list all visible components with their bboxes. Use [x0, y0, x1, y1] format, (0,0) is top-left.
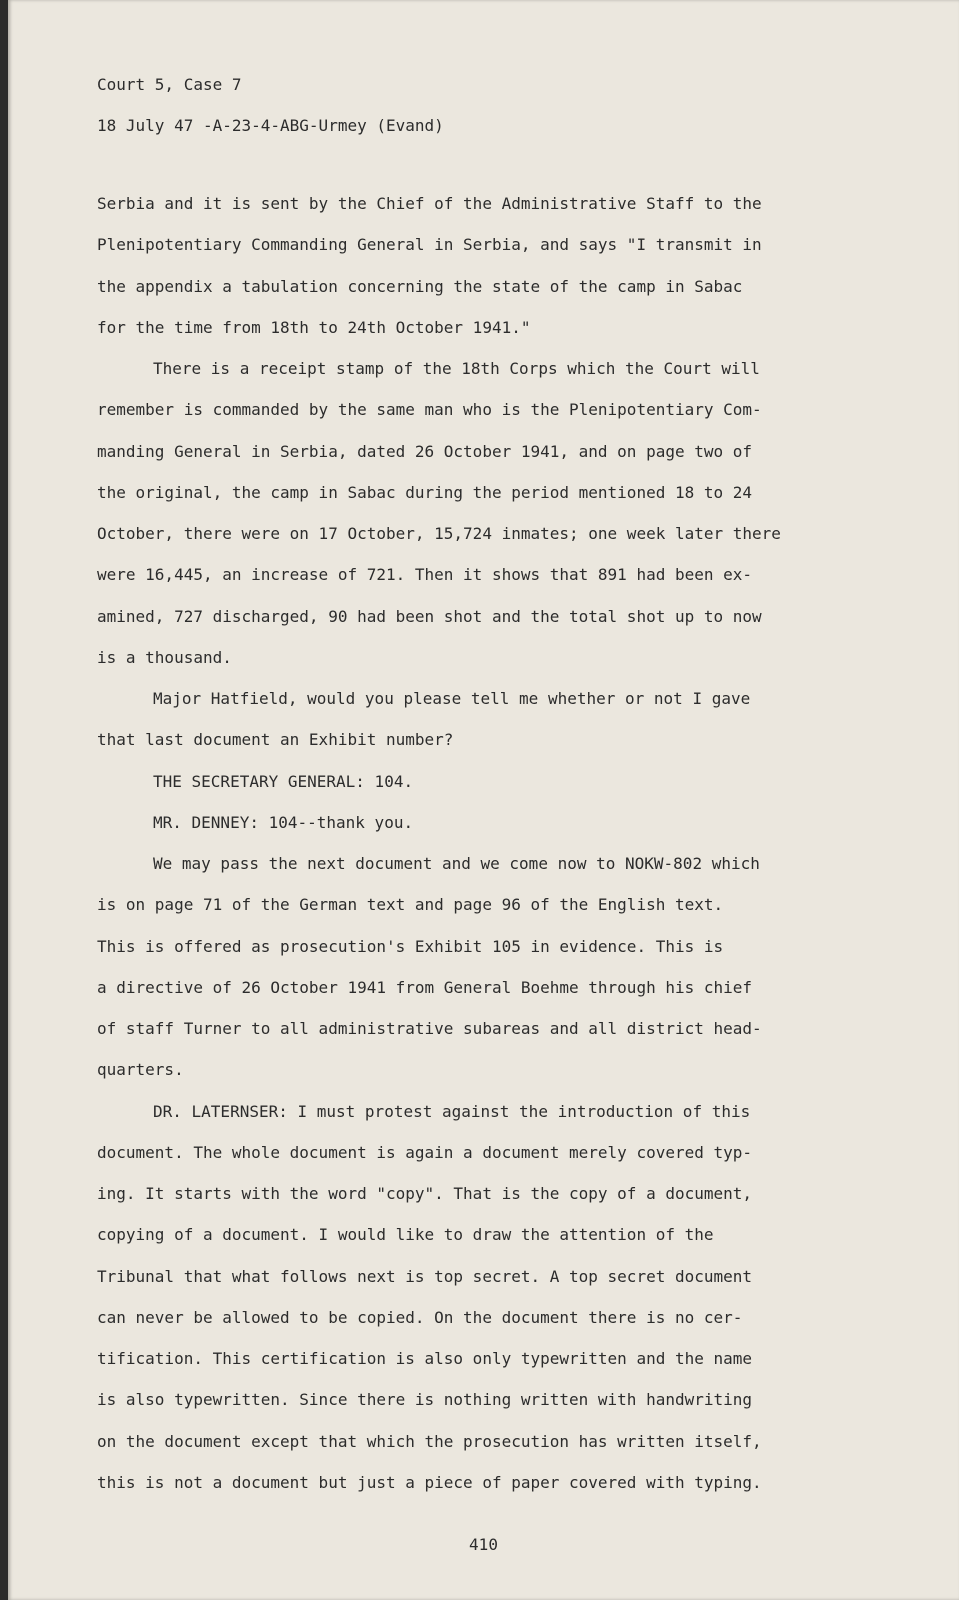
transcript-line: tification. This certification is also only typewritten and the name — [97, 1349, 753, 1368]
transcript-line: were 16,445, an increase of 721. Then it shows that 891 had been ex- — [97, 565, 753, 585]
transcript-line: that last document an Exhibit number? — [97, 730, 454, 750]
transcript-line: October, there were on 17 October, 15,724 inmates; one week later there — [97, 524, 781, 543]
document-page — [8, 0, 959, 1600]
transcript-line: of staff Turner to all administrative subareas and all district head- — [97, 1019, 762, 1038]
court-case-header: Court 5, Case 7 — [97, 75, 242, 94]
transcript-body — [97, 194, 877, 1514]
transcript-line: a directive of 26 October 1941 from General Boehme through his chief — [97, 977, 753, 997]
transcript-line: document. The whole document is again a document merely covered typ- — [97, 1142, 753, 1162]
transcript-line: Serbia and it is sent by the Chief of the Administrative Staff to the — [97, 194, 762, 213]
transcript-line: We may pass the next document and we come now to NOKW-802 which — [153, 854, 760, 873]
transcript-line: remember is commanded by the same man who is the Plenipotentiary Com- — [97, 400, 762, 420]
page-number: 410 — [469, 1535, 498, 1554]
transcript-line: manding General in Serbia, dated 26 October 1941, and on page two of — [97, 441, 753, 461]
transcript-line: ing. It starts with the word "copy". That is the copy of a document, — [97, 1184, 753, 1203]
transcript-line: DR. LATERNSER: I must protest against the introduction of this — [153, 1101, 751, 1121]
transcript-line: Tribunal that what follows next is top secret. A top secret document — [97, 1266, 753, 1286]
transcript-line: this is not a document but just a piece of paper covered with typing. — [97, 1472, 762, 1492]
transcript-line: the appendix a tabulation concerning the state of the camp in Sabac — [97, 276, 743, 296]
transcript-line: THE SECRETARY GENERAL: 104. — [153, 771, 414, 791]
transcript-line: This is offered as prosecution's Exhibit 105 in evidence. This is — [97, 936, 724, 956]
transcript-line: on the document except that which the prosecution has written itself, — [97, 1431, 762, 1451]
session-reference: 18 July 47 -A-23-4-ABG-Urmey (Evand) — [97, 116, 444, 135]
transcript-line: is a thousand. — [97, 647, 232, 667]
transcript-line: is also typewritten. Since there is nothing written with handwriting — [97, 1390, 753, 1410]
transcript-line: There is a receipt stamp of the 18th Corps which the Court will — [153, 359, 760, 378]
transcript-line: for the time from 18th to 24th October 1941." — [97, 317, 531, 337]
transcript-line: amined, 727 discharged, 90 had been shot and the total shot up to now — [97, 606, 762, 626]
transcript-line: Major Hatfield, would you please tell me whether or not I gave — [153, 689, 751, 708]
transcript-line: the original, the camp in Sabac during the period mentioned 18 to 24 — [97, 482, 753, 502]
transcript-line: quarters. — [97, 1060, 184, 1080]
transcript-line: is on page 71 of the German text and page 96 of the English text. — [97, 895, 724, 915]
transcript-line: Plenipotentiary Commanding General in Serbia, and says "I transmit in — [97, 235, 762, 255]
transcript-line: can never be allowed to be copied. On the document there is no cer- — [97, 1307, 743, 1327]
transcript-line: MR. DENNEY: 104--thank you. — [153, 812, 414, 832]
transcript-line: copying of a document. I would like to draw the attention of the — [97, 1225, 714, 1245]
